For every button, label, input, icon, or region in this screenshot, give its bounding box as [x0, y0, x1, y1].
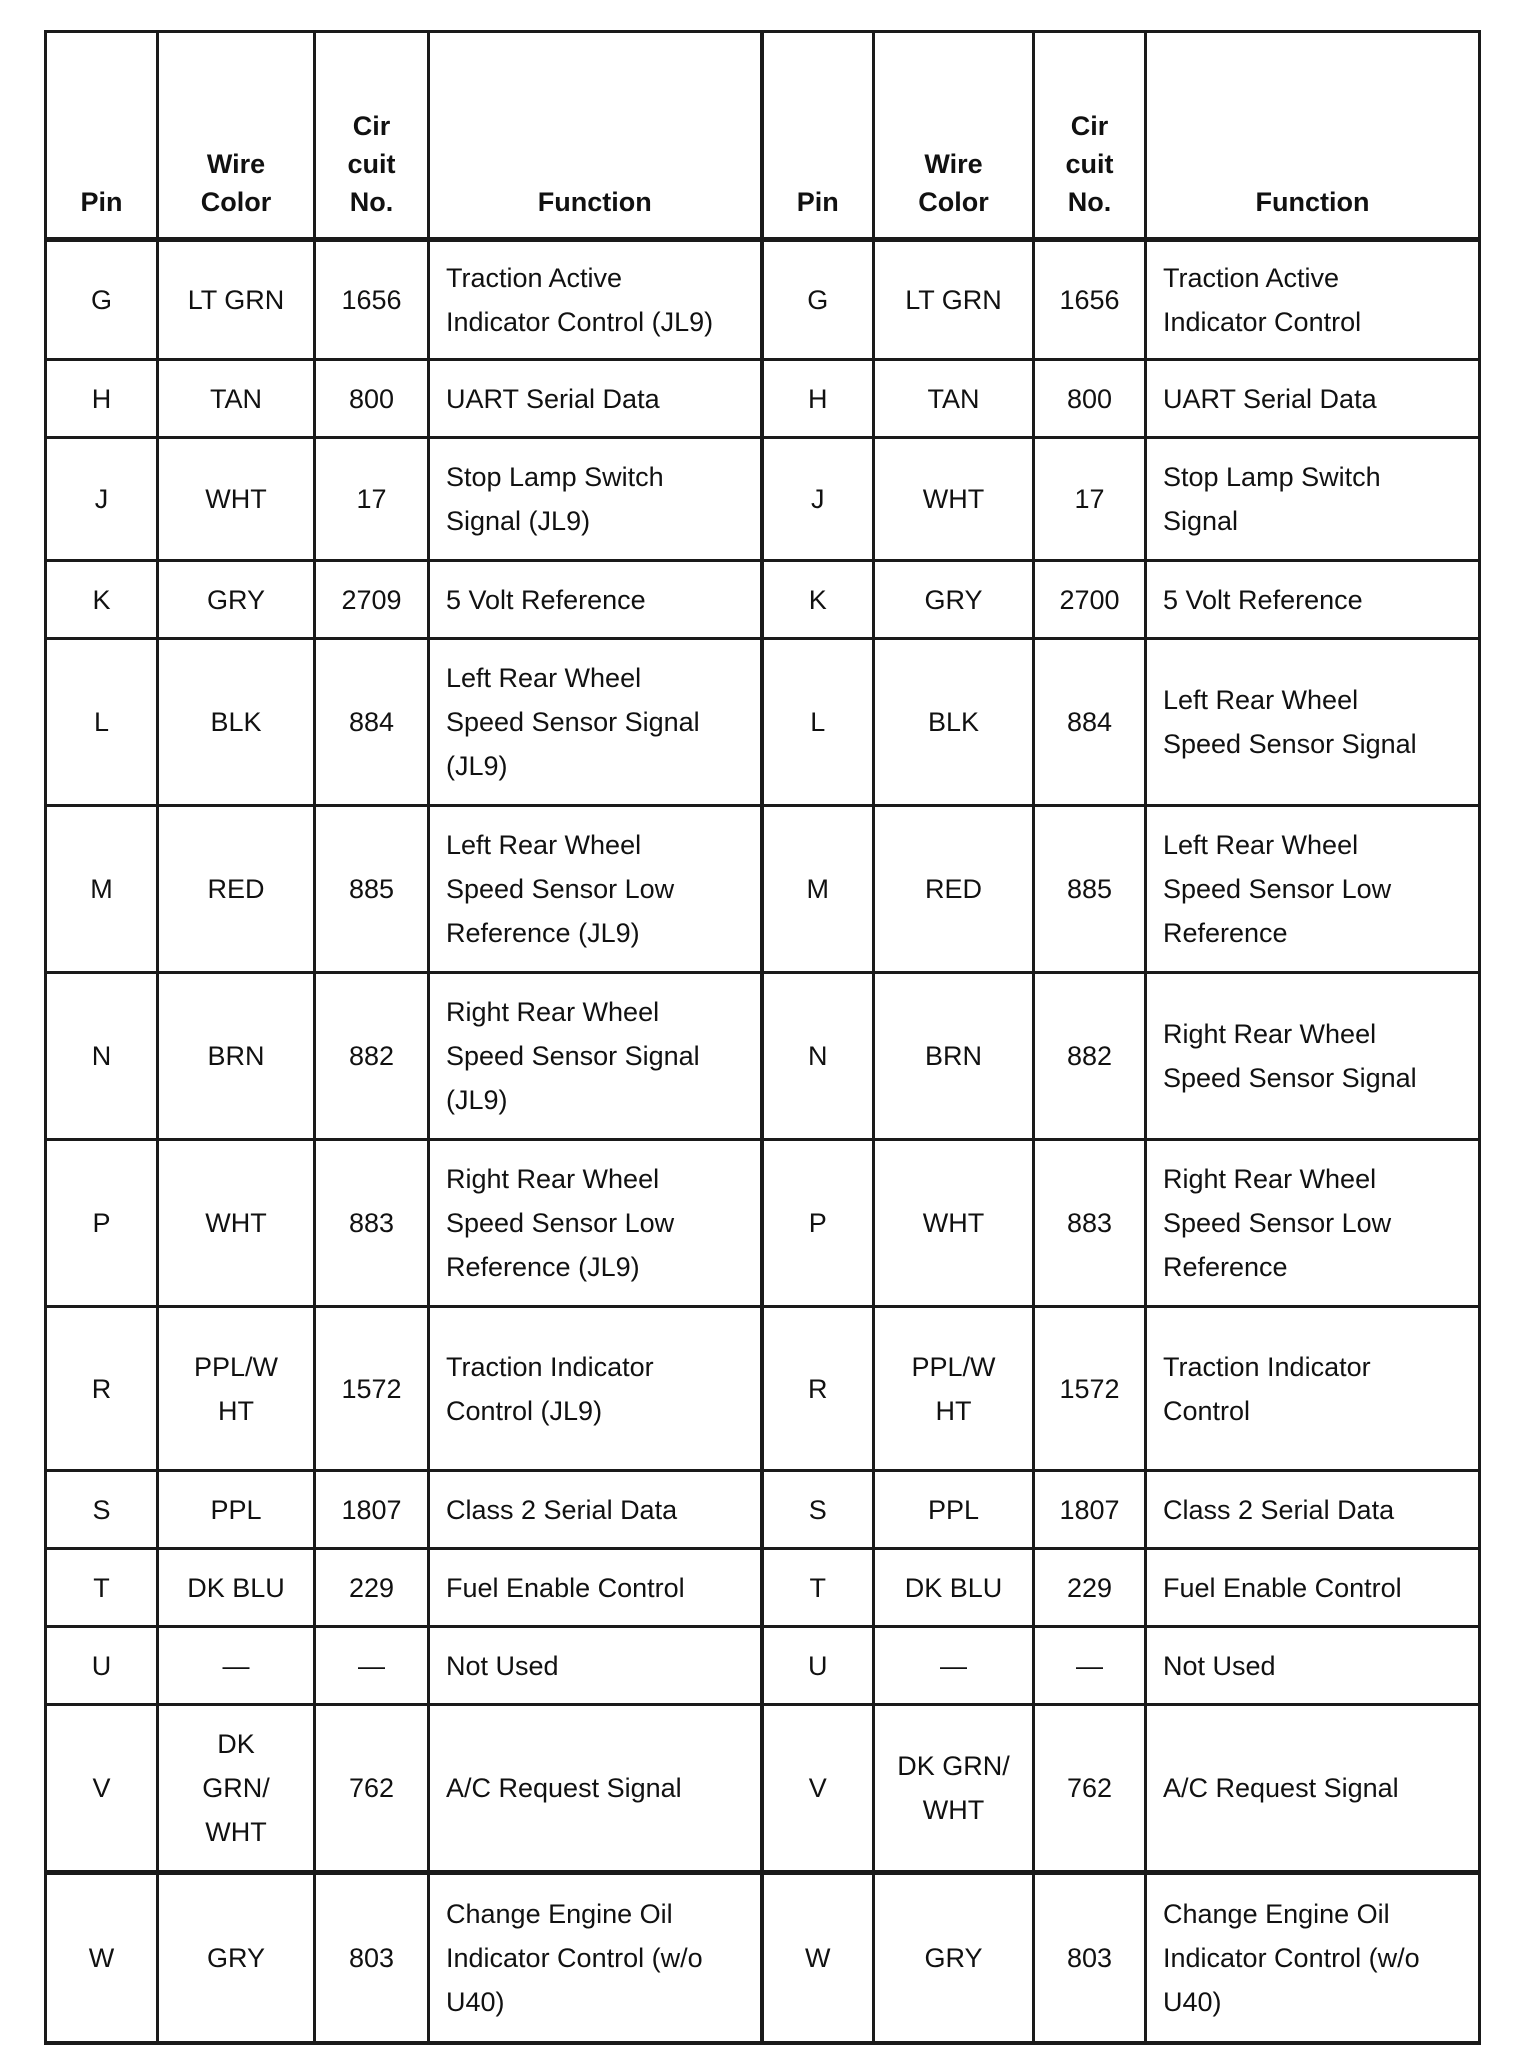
pin-cell: M [46, 806, 158, 973]
function-cell: Class 2 Serial Data [429, 1471, 762, 1549]
wire-color-cell: TAN [158, 360, 315, 438]
function-cell: Stop Lamp Switch Signal (JL9) [429, 438, 762, 561]
circuit-no-cell: 1572 [1034, 1307, 1146, 1471]
table-row [46, 438, 1480, 561]
wire-color-cell: GRY [158, 561, 315, 639]
table-row [46, 561, 1480, 639]
function-cell: Not Used [429, 1627, 762, 1705]
wire-color-cell: WHT [158, 438, 315, 561]
circuit-no-cell: — [1034, 1627, 1146, 1705]
function-cell: UART Serial Data [1146, 360, 1480, 438]
wire-color-cell: PPL/W HT [874, 1307, 1034, 1471]
wire-color-cell: GRY [874, 1873, 1034, 2044]
circuit-no-cell: 2709 [315, 561, 429, 639]
circuit-no-cell: — [315, 1627, 429, 1705]
wire-color-cell: GRY [158, 1873, 315, 2044]
table-row [46, 639, 1480, 806]
table-row [46, 1307, 1480, 1471]
header-wire-color: Wire Color [874, 32, 1034, 240]
header-function: Function [1146, 32, 1480, 240]
connector-pin-table [44, 30, 1481, 2045]
pin-cell: S [762, 1471, 874, 1549]
header-function: Function [429, 32, 762, 240]
function-cell: Traction Active Indicator Control (JL9) [429, 240, 762, 360]
circuit-no-cell: 17 [1034, 438, 1146, 561]
pin-cell: M [762, 806, 874, 973]
pin-cell: T [46, 1549, 158, 1627]
table-row [46, 1705, 1480, 1873]
circuit-no-cell: 1807 [315, 1471, 429, 1549]
function-cell: Change Engine Oil Indicator Control (w/o U40) [429, 1873, 762, 2044]
pin-cell: J [46, 438, 158, 561]
circuit-no-cell: 800 [1034, 360, 1146, 438]
circuit-no-cell: 2700 [1034, 561, 1146, 639]
wire-color-cell: PPL/W HT [158, 1307, 315, 1471]
table-header-row [46, 32, 1480, 240]
pin-cell: V [762, 1705, 874, 1873]
header-pin: Pin [46, 32, 158, 240]
wire-color-cell: — [874, 1627, 1034, 1705]
wire-color-cell: TAN [874, 360, 1034, 438]
wire-color-cell: DK GRN/ WHT [158, 1705, 315, 1873]
function-cell: 5 Volt Reference [429, 561, 762, 639]
pin-cell: N [762, 973, 874, 1140]
table-body [46, 240, 1480, 2044]
circuit-no-cell: 229 [315, 1549, 429, 1627]
function-cell: A/C Request Signal [1146, 1705, 1480, 1873]
pin-cell: K [762, 561, 874, 639]
function-cell: Traction Indicator Control [1146, 1307, 1480, 1471]
pin-cell: U [762, 1627, 874, 1705]
wire-color-cell: — [158, 1627, 315, 1705]
function-cell: Left Rear Wheel Speed Sensor Signal [1146, 639, 1480, 806]
table-row [46, 1471, 1480, 1549]
table-row [46, 1873, 1480, 2044]
circuit-no-cell: 229 [1034, 1549, 1146, 1627]
function-cell: Left Rear Wheel Speed Sensor Low Reference (JL9) [429, 806, 762, 973]
header-pin: Pin [762, 32, 874, 240]
wire-color-cell: BLK [158, 639, 315, 806]
circuit-no-cell: 883 [315, 1140, 429, 1307]
circuit-no-cell: 884 [315, 639, 429, 806]
pin-cell: V [46, 1705, 158, 1873]
circuit-no-cell: 882 [315, 973, 429, 1140]
function-cell: Right Rear Wheel Speed Sensor Signal [1146, 973, 1480, 1140]
table-row [46, 1549, 1480, 1627]
pin-cell: U [46, 1627, 158, 1705]
circuit-no-cell: 1656 [315, 240, 429, 360]
wire-color-cell: GRY [874, 561, 1034, 639]
table-row [46, 1140, 1480, 1307]
function-cell: Change Engine Oil Indicator Control (w/o U40) [1146, 1873, 1480, 2044]
function-cell: Fuel Enable Control [1146, 1549, 1480, 1627]
wire-color-cell: PPL [158, 1471, 315, 1549]
pin-cell: H [46, 360, 158, 438]
pin-cell: R [762, 1307, 874, 1471]
circuit-no-cell: 800 [315, 360, 429, 438]
function-cell: Class 2 Serial Data [1146, 1471, 1480, 1549]
circuit-no-cell: 882 [1034, 973, 1146, 1140]
function-cell: Traction Indicator Control (JL9) [429, 1307, 762, 1471]
circuit-no-cell: 762 [315, 1705, 429, 1873]
circuit-no-cell: 1807 [1034, 1471, 1146, 1549]
function-cell: Right Rear Wheel Speed Sensor Signal (JL9) [429, 973, 762, 1140]
circuit-no-cell: 883 [1034, 1140, 1146, 1307]
wire-color-cell: BRN [158, 973, 315, 1140]
circuit-no-cell: 1572 [315, 1307, 429, 1471]
wire-color-cell: LT GRN [158, 240, 315, 360]
wire-color-cell: WHT [874, 1140, 1034, 1307]
function-cell: A/C Request Signal [429, 1705, 762, 1873]
table-row [46, 973, 1480, 1140]
circuit-no-cell: 803 [315, 1873, 429, 2044]
pin-cell: L [46, 639, 158, 806]
function-cell: Right Rear Wheel Speed Sensor Low Reference (JL9) [429, 1140, 762, 1307]
function-cell: Traction Active Indicator Control [1146, 240, 1480, 360]
pin-cell: S [46, 1471, 158, 1549]
pin-cell: L [762, 639, 874, 806]
wire-color-cell: RED [874, 806, 1034, 973]
table-row [46, 806, 1480, 973]
circuit-no-cell: 1656 [1034, 240, 1146, 360]
header-circuit-no: Cir cuit No. [315, 32, 429, 240]
wire-color-cell: DK BLU [158, 1549, 315, 1627]
circuit-no-cell: 884 [1034, 639, 1146, 806]
function-cell: Not Used [1146, 1627, 1480, 1705]
table-row [46, 240, 1480, 360]
pin-cell: G [762, 240, 874, 360]
circuit-no-cell: 885 [1034, 806, 1146, 973]
function-cell: Left Rear Wheel Speed Sensor Signal (JL9) [429, 639, 762, 806]
pin-cell: P [46, 1140, 158, 1307]
function-cell: UART Serial Data [429, 360, 762, 438]
pin-cell: W [762, 1873, 874, 2044]
header-circuit-no: Cir cuit No. [1034, 32, 1146, 240]
pin-cell: N [46, 973, 158, 1140]
pin-cell: G [46, 240, 158, 360]
function-cell: Left Rear Wheel Speed Sensor Low Reference [1146, 806, 1480, 973]
pin-cell: H [762, 360, 874, 438]
table-row [46, 360, 1480, 438]
pin-cell: K [46, 561, 158, 639]
wire-color-cell: RED [158, 806, 315, 973]
table-row [46, 1627, 1480, 1705]
circuit-no-cell: 17 [315, 438, 429, 561]
circuit-no-cell: 762 [1034, 1705, 1146, 1873]
wire-color-cell: WHT [158, 1140, 315, 1307]
wire-color-cell: LT GRN [874, 240, 1034, 360]
wire-color-cell: PPL [874, 1471, 1034, 1549]
pin-cell: T [762, 1549, 874, 1627]
circuit-no-cell: 885 [315, 806, 429, 973]
function-cell: 5 Volt Reference [1146, 561, 1480, 639]
wire-color-cell: BRN [874, 973, 1034, 1140]
function-cell: Fuel Enable Control [429, 1549, 762, 1627]
pin-cell: R [46, 1307, 158, 1471]
header-wire-color: Wire Color [158, 32, 315, 240]
wire-color-cell: DK GRN/ WHT [874, 1705, 1034, 1873]
circuit-no-cell: 803 [1034, 1873, 1146, 2044]
pin-cell: W [46, 1873, 158, 2044]
function-cell: Right Rear Wheel Speed Sensor Low Reference [1146, 1140, 1480, 1307]
pin-cell: P [762, 1140, 874, 1307]
pin-cell: J [762, 438, 874, 561]
wire-color-cell: WHT [874, 438, 1034, 561]
wire-color-cell: DK BLU [874, 1549, 1034, 1627]
wire-color-cell: BLK [874, 639, 1034, 806]
function-cell: Stop Lamp Switch Signal [1146, 438, 1480, 561]
